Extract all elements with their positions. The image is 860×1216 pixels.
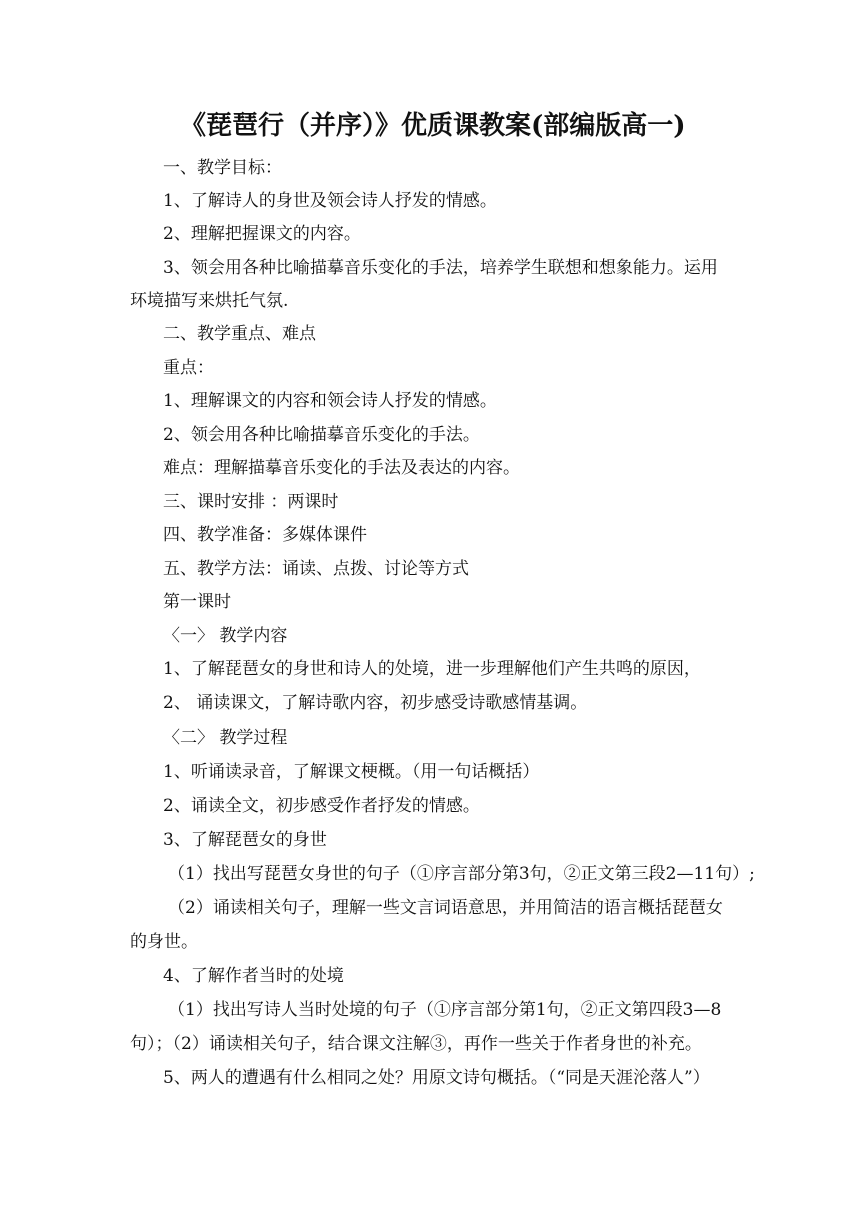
section-heading-schedule: 三、课时安排 ：两课时: [163, 492, 339, 512]
body-line: 句）；（2）诵读相关句子，结合课文注解③，再作一些关于作者身世的补充。: [130, 1034, 702, 1054]
section-heading-key-points: 二、教学重点、难点: [163, 324, 316, 344]
body-line: 4、了解作者当时的处境: [163, 966, 344, 986]
body-line: 3、领会用各种比喻描摹音乐变化的手法，培养学生联想和想象能力。运用: [163, 258, 718, 278]
document-title: 《琵琶行（并序）》优质课教案(部编版高一): [180, 111, 686, 141]
section-heading-objectives: 一、教学目标：: [163, 158, 282, 178]
body-line: 环境描写来烘托气氛.: [130, 291, 289, 311]
body-line: 2、领会用各种比喻描摹音乐变化的手法。: [163, 425, 480, 445]
body-line: 2、诵读全文，初步感受作者抒发的情感。: [163, 796, 480, 816]
body-line: （1）找出写琵琶女身世的句子（①序言部分第3句，②正文第三段2—11句）;: [168, 864, 755, 884]
body-line: 1、听诵读录音，了解课文梗概。（用一句话概括）: [163, 762, 540, 782]
body-line: 重点：: [163, 358, 214, 378]
body-line: 3、了解琵琶女的身世: [163, 830, 327, 850]
body-line: 的身世。: [130, 932, 198, 952]
body-line: 1、理解课文的内容和领会诗人抒发的情感。: [163, 391, 497, 411]
body-line: 1、了解诗人的身世及领会诗人抒发的情感。: [163, 191, 497, 211]
section-heading-preparation: 四、教学准备：多媒体课件: [163, 525, 367, 545]
body-line: 难点：理解描摹音乐变化的手法及表达的内容。: [163, 458, 520, 478]
section-heading-methods: 五、教学方法：诵读、点拨、讨论等方式: [163, 559, 469, 579]
body-line: （2）诵读相关句子，理解一些文言词语意思，并用简洁的语言概括琵琶女: [168, 898, 723, 918]
body-line: 2、 诵读课文，了解诗歌内容，初步感受诗歌感情基调。: [163, 693, 588, 713]
body-line: 2、理解把握课文的内容。: [163, 224, 361, 244]
body-line: 1、了解琵琶女的身世和诗人的处境，进一步理解他们产生共鸣的原因，: [163, 659, 701, 679]
subsection-heading: 〈二〉 教学过程: [163, 728, 288, 748]
body-line: 5、两人的遭遇有什么相同之处？用原文诗句概括。（“同是天涯沦落人”）: [163, 1068, 710, 1088]
lesson-heading: 第一课时: [163, 592, 231, 612]
subsection-heading: 〈一〉 教学内容: [163, 626, 288, 646]
body-line: （1）找出写诗人当时处境的句子（①序言部分第1句，②正文第四段3—8: [168, 1000, 722, 1020]
